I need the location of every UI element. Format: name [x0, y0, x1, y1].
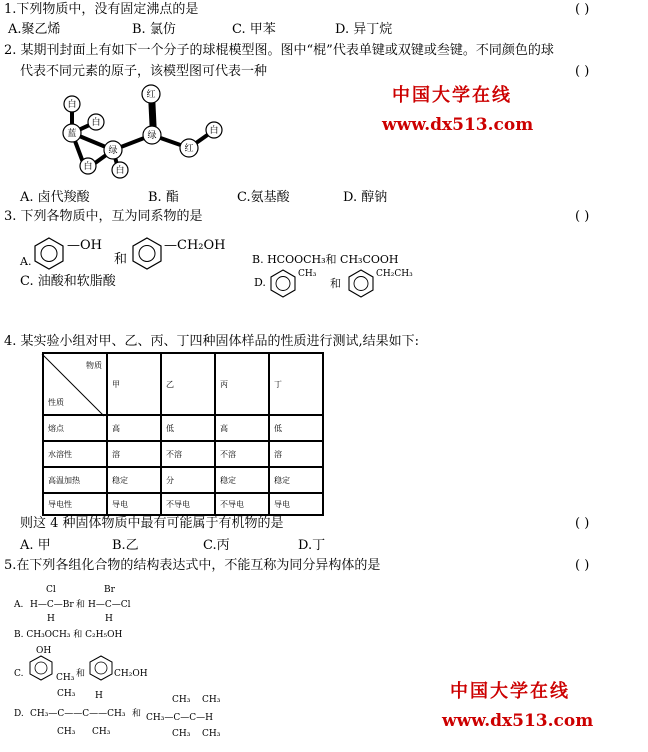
row-label: 高温加热	[43, 467, 107, 493]
svg-text:红: 红	[146, 90, 156, 100]
q3-d-methyl: CH₃	[298, 269, 317, 279]
q5-d-right-methyl-top1: CH₃	[172, 695, 191, 705]
svg-text:蓝: 蓝	[67, 129, 77, 139]
watermark-site-name-bottom: 中国大学在线	[450, 681, 570, 702]
svg-text:绿: 绿	[147, 131, 157, 141]
atom-white-upper	[88, 114, 104, 130]
atom-white-lower	[112, 162, 128, 178]
q5-a-right-bottom: H	[105, 614, 113, 624]
atom-green-center	[143, 126, 161, 144]
column-header: 丁	[269, 353, 323, 415]
q1-option-c: C. 甲苯	[232, 22, 276, 37]
q5-d-right-chain: CH₃—C—C—H	[146, 713, 213, 723]
q4-option-b: B.乙	[112, 538, 139, 553]
q3-a-and: 和	[114, 252, 128, 267]
atom-white-top-left	[64, 96, 80, 112]
atom-red-top	[142, 85, 160, 103]
q4-stem: 4. 某实验小组对甲、乙、丙、丁四种固体样品的性质进行测试,结果如下:	[4, 334, 420, 349]
table-cell: 不导电	[161, 493, 215, 515]
svg-text:红: 红	[184, 144, 194, 154]
corner-bottom-label: 性质	[48, 398, 64, 407]
q3-option-b: B. HCOOCH₃和 CH₃COOH	[252, 253, 399, 266]
table-cell: 不溶	[215, 441, 269, 467]
q5-a-right-formula: H—C—Cl	[88, 600, 131, 610]
row-label: 水溶性	[43, 441, 107, 467]
watermark-url: www.dx513.com	[382, 115, 534, 135]
q5-c-label: C.	[14, 669, 24, 679]
benzene-ring-benzyl-alcohol-c	[88, 655, 114, 681]
q4-answer-paren: ( )	[575, 516, 590, 531]
q5-a-label: A.	[14, 600, 24, 610]
atom-red-right	[180, 139, 198, 157]
q5-answer-paren: ( )	[575, 558, 590, 573]
q2-option-a: A. 卤代羧酸	[20, 190, 90, 205]
properties-table	[42, 352, 324, 516]
table-cell: 分	[161, 467, 215, 493]
benzene-ring-cresol	[28, 655, 54, 681]
benzene-ring-ethylbenzene	[346, 268, 376, 298]
svg-text:白: 白	[83, 162, 93, 172]
q1-option-d: D. 异丁烷	[335, 22, 393, 37]
q3-d-label: D.	[254, 276, 266, 289]
q3-a-hydroxyl: —OH	[67, 238, 102, 253]
table-row	[43, 441, 323, 467]
q3-a-ch2oh: —CH₂OH	[164, 238, 226, 253]
atom-white-lower-left	[80, 158, 96, 174]
table-cell: 不溶	[161, 441, 215, 467]
q2-option-d: D. 醇钠	[343, 190, 388, 205]
q5-c-and: 和	[76, 669, 86, 679]
q5-d-left-methyl-bottom2: CH₃	[92, 727, 111, 737]
table-cell: 导电	[269, 493, 323, 515]
q4-option-d: D.丁	[298, 538, 326, 553]
corner-top-label: 物质	[86, 361, 102, 370]
q5-a-and: 和	[76, 600, 86, 610]
q3-answer-paren: ( )	[575, 209, 590, 224]
q1-stem: 1.下列物质中，没有固定沸点的是	[4, 2, 199, 17]
svg-text:绿: 绿	[108, 146, 118, 156]
q3-option-c: C. 油酸和软脂酸	[20, 274, 116, 289]
table-cell: 高	[107, 415, 161, 441]
q3-d-and: 和	[330, 277, 341, 290]
column-header: 乙	[161, 353, 215, 415]
table-corner-cell	[43, 353, 107, 415]
atom-green-left	[104, 141, 122, 159]
q1-answer-paren: ( )	[575, 2, 590, 17]
q5-d-left-chain: CH₃—C——C——CH₃	[30, 709, 126, 719]
table-cell: 导电	[107, 493, 161, 515]
q5-a-left-top: Cl	[46, 585, 56, 595]
table-cell: 溶	[269, 441, 323, 467]
row-label: 熔点	[43, 415, 107, 441]
watermark-site-name: 中国大学在线	[392, 85, 512, 106]
q5-a-left-bottom: H	[47, 614, 55, 624]
q2-stem-line1: 2. 某期刊封面上有如下一个分子的球棍模型图。图中“棍”代表单键或双键或叁键。不同颜色的球	[4, 43, 554, 58]
q5-d-left-methyl-bottom: CH₃	[57, 727, 76, 737]
column-header: 甲	[107, 353, 161, 415]
q3-a-label: A.	[20, 255, 32, 268]
table-cell: 低	[269, 415, 323, 441]
q5-option-b: B. CH₃OCH₃ 和 C₂H₅OH	[14, 630, 123, 640]
q5-stem: 5.在下列各组化合物的结构表达式中，不能互称为同分异构体的是	[4, 558, 381, 573]
table-cell: 低	[161, 415, 215, 441]
column-header: 丙	[215, 353, 269, 415]
q5-c-methyl: CH₃	[56, 673, 75, 683]
table-row	[43, 493, 323, 515]
q5-d-right-methyl-bottom1: CH₃	[172, 729, 191, 739]
q2-stem-line2: 代表不同元素的原子，该模型图可代表一种	[20, 64, 268, 79]
table-row	[43, 415, 323, 441]
svg-text:白: 白	[209, 126, 219, 136]
table-cell: 稳定	[107, 467, 161, 493]
q5-d-right-methyl-bottom2: CH₃	[202, 729, 221, 739]
benzene-ring-benzyl-alcohol	[130, 236, 164, 270]
q3-d-ethyl: CH₂CH₃	[376, 269, 413, 279]
benzene-ring-phenol	[32, 236, 66, 270]
svg-text:白: 白	[91, 118, 101, 128]
svg-text:白: 白	[115, 166, 125, 176]
table-cell: 不导电	[215, 493, 269, 515]
svg-text:白: 白	[67, 100, 77, 110]
q5-a-right-top: Br	[104, 585, 115, 595]
q5-d-left-h-top: H	[95, 691, 103, 701]
q4-question: 则这 4 种固体物质中最有可能属于有机物的是	[20, 516, 284, 531]
watermark-url-bottom: www.dx513.com	[442, 711, 594, 731]
atom-white-right	[206, 122, 222, 138]
q5-d-and: 和	[132, 709, 142, 719]
table-cell: 溶	[107, 441, 161, 467]
q3-stem: 3. 下列各物质中，互为同系物的是	[4, 209, 203, 224]
q5-a-left-formula: H—C—Br	[30, 600, 74, 610]
q1-option-a: A.聚乙烯	[8, 22, 61, 37]
q2-option-c: C.氨基酸	[237, 190, 290, 205]
q5-d-left-methyl-top: CH₃	[57, 689, 76, 699]
q2-option-b: B. 酯	[148, 190, 179, 205]
table-cell: 稳定	[215, 467, 269, 493]
q5-d-right-methyl-top2: CH₃	[202, 695, 221, 705]
q5-c-ch2oh: CH₂OH	[114, 669, 148, 679]
table-cell: 稳定	[269, 467, 323, 493]
q2-answer-paren: ( )	[575, 64, 590, 79]
q5-d-label: D.	[14, 709, 24, 719]
q5-c-hydroxyl: OH	[36, 646, 52, 656]
q1-option-b: B. 氯仿	[132, 22, 176, 37]
table-row	[43, 467, 323, 493]
q4-option-c: C.丙	[203, 538, 230, 553]
row-label: 导电性	[43, 493, 107, 515]
atom-blue	[63, 124, 81, 142]
table-cell: 高	[215, 415, 269, 441]
q4-option-a: A. 甲	[20, 538, 51, 553]
benzene-ring-toluene	[268, 268, 298, 298]
